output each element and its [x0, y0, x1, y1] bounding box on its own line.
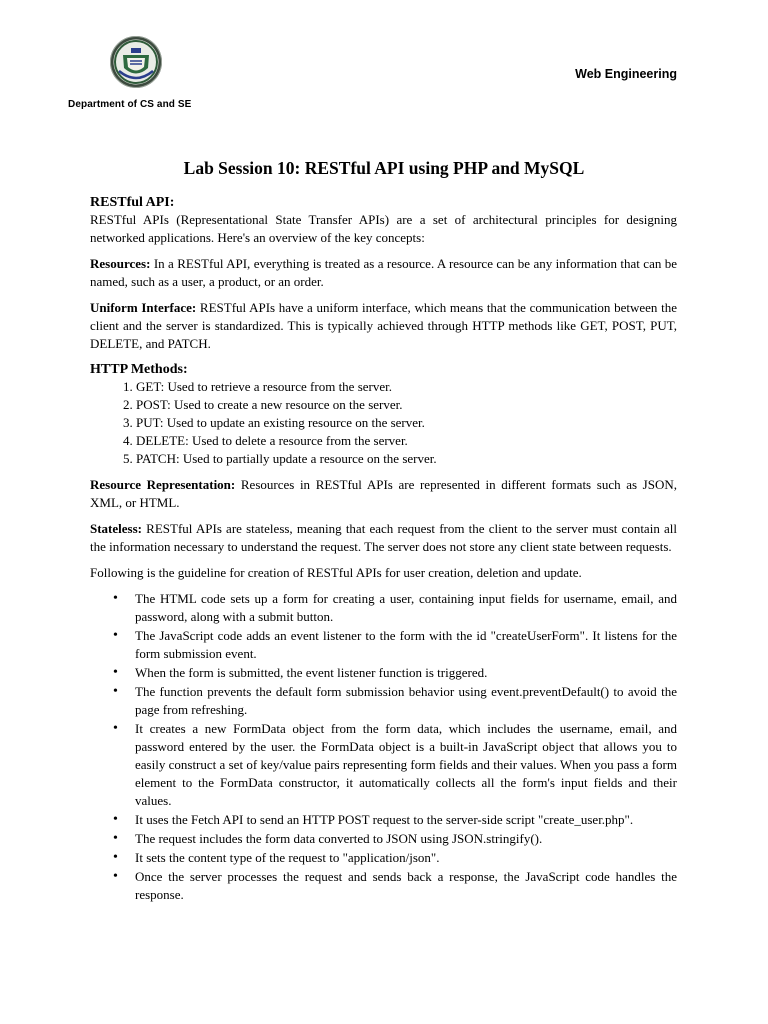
list-item: • It sets the content type of the request to "application/json". — [135, 849, 677, 867]
resource-representation-paragraph — [90, 476, 677, 512]
list-item: • Once the server processes the request and sends back a response, the JavaScript code handles the response. — [135, 868, 677, 904]
uniform-interface-label: Uniform Interface: — [90, 300, 197, 315]
section-heading-http-methods: HTTP Methods: — [90, 362, 188, 377]
stateless-label: Stateless: — [90, 521, 142, 536]
http-methods-list — [90, 378, 677, 468]
uniform-interface-text: RESTful APIs have a uniform interface, which means that the communication between the client and the server is standardized. This is typically achieved through HTTP methods like GET, POST, PUT, DELETE, and PATCH. — [90, 300, 678, 351]
stateless-paragraph — [90, 520, 677, 556]
intro-paragraph: RESTful APIs (Representational State Transfer APIs) are a set of architectural principles for designing networked applications. Here's an overview of the key concepts: — [90, 212, 677, 245]
list-item: • The JavaScript code adds an event listener to the form with the id "createUserForm". It listens for the form submission event. — [135, 627, 677, 663]
resource-representation-text: Resources in RESTful APIs are represented in different formats such as JSON, XML, or HTML. — [90, 477, 677, 510]
list-item: 5. PATCH: Used to partially update a resource on the server. — [136, 450, 677, 468]
uniform-interface-paragraph — [90, 299, 677, 353]
resources-text: In a RESTful API, everything is treated as a resource. A resource can be any information that can be named, such as a user, a product, or an order. — [90, 256, 677, 289]
list-item: • The request includes the form data converted to JSON using JSON.stringify(). — [135, 830, 677, 848]
list-item: 1. GET: Used to retrieve a resource from the server. — [136, 378, 677, 396]
list-item: • The function prevents the default form submission behavior using event.preventDefault() to avoid the page from refreshing. — [135, 683, 677, 719]
list-item: • It uses the Fetch API to send an HTTP POST request to the server-side script "create_user.php". — [135, 811, 677, 829]
list-item: • When the form is submitted, the event listener function is triggered. — [135, 664, 677, 682]
list-item: 2. POST: Used to create a new resource on the server. — [136, 396, 677, 414]
list-item: 3. PUT: Used to update an existing resource on the server. — [136, 414, 677, 432]
page-title: Lab Session 10: RESTful API using PHP and MySQL — [183, 158, 585, 178]
course-name: Web Engineering — [575, 67, 677, 81]
document-body — [90, 194, 677, 905]
list-item: 4. DELETE: Used to delete a resource from the server. — [136, 432, 677, 450]
section-heading-restful-api: RESTful API: — [90, 195, 175, 210]
resources-paragraph — [90, 255, 677, 291]
list-item: • It creates a new FormData object from the form data, which includes the username, email, and password entered by the user. the FormData object is a built-in JavaScript object that allows you to easily construct a set of key/value pairs representing form fields and their values. When you pass a form element to the FormData constructor, it automatically collects all the form's input fields and their values. — [135, 720, 677, 810]
resource-representation-label: Resource Representation: — [90, 477, 236, 492]
guideline-bullet-list — [90, 590, 677, 904]
list-item: • The HTML code sets up a form for creating a user, containing input fields for username, email, and password, along with a submit button. — [135, 590, 677, 626]
department-name: Department of CS and SE — [68, 99, 192, 110]
stateless-text: RESTful APIs are stateless, meaning that each request from the client to the server must contain all the information necessary to understand the request. The server does not store any client state between requests. — [90, 521, 677, 554]
resources-label: Resources: — [90, 256, 151, 271]
university-seal-icon — [109, 35, 163, 89]
guideline-paragraph: Following is the guideline for creation of RESTful APIs for user creation, deletion and update. — [90, 565, 582, 580]
